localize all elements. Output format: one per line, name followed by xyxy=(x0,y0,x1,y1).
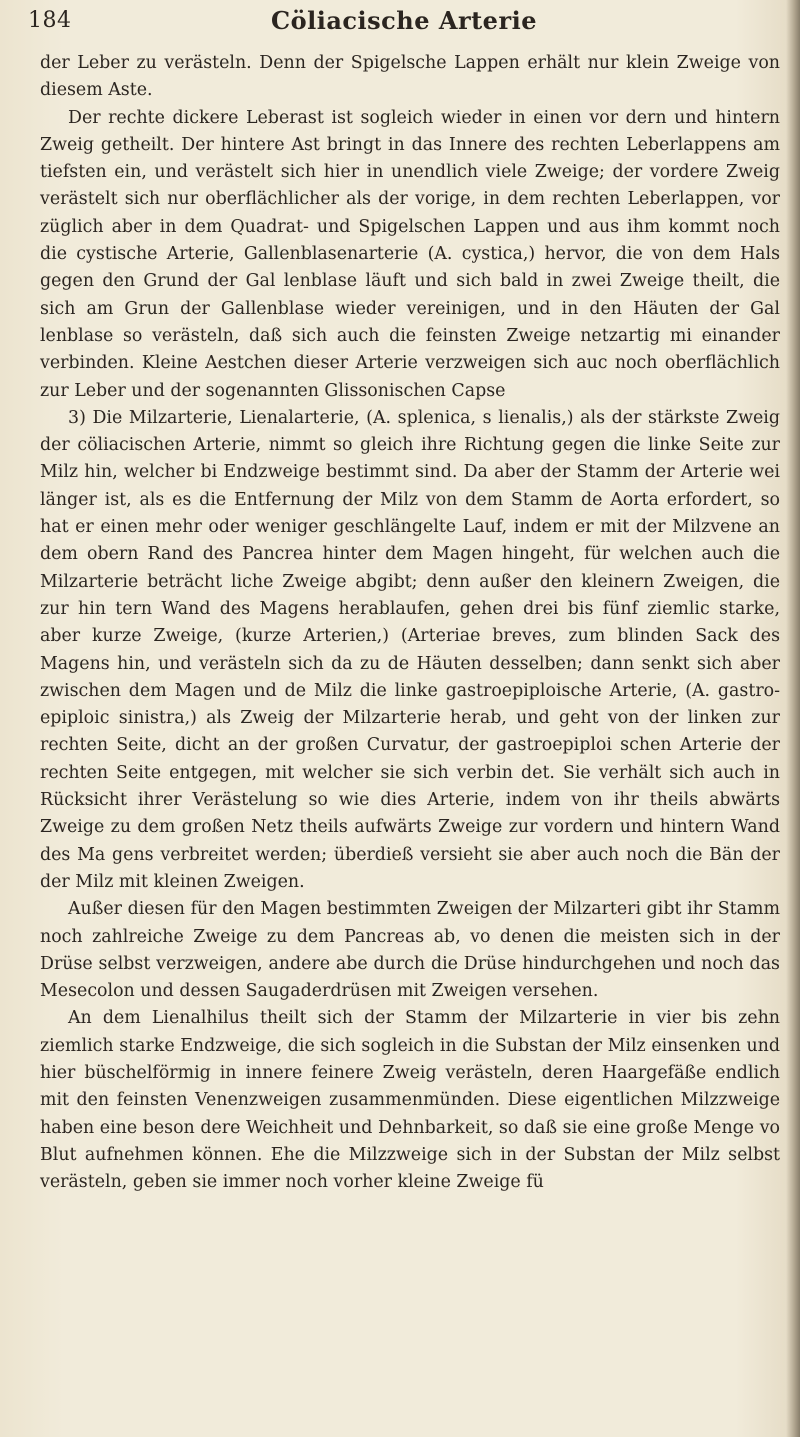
body-text xyxy=(40,50,780,1196)
page-header xyxy=(28,2,780,36)
paragraph-5: An dem Lienalhilus theilt sich der Stamm der Milzarterie in vier bis zehn ziemlich starke Endzweige, die sich sogleich in die Substan der Milz einsenken und hier büschelförmig in innere feinere Zweig verästeln, deren Haargefäße endlich mit den feinsten Venenzweigen zusammenmünden. Diese eigentlichen Milzzweige haben eine beson dere Weichheit und Dehnbarkeit, so daß sie eine große Menge vo Blut aufnehmen können. Ehe die Milzzweige sich in der Substan der Milz selbst verästeln, geben sie immer noch vorher kleine Zweige fü xyxy=(40,1008,780,1193)
paragraph-3: 3) Die Milzarterie, Lienalarterie, (A. splenica, s lienalis,) als der stärkste Zweig der cöliacischen Arterie, nimmt so gleich ihre Richtung gegen die linke Seite zur Milz hin, welcher bi Endzweige bestimmt sind. Da aber der Stamm der Arterie wei länger ist, als es die Entfernung der Milz von dem Stamm de Aorta erfordert, so hat er einen mehr oder weniger geschlängelte Lauf, indem er mit der Milzvene an dem obern Rand des Pancrea hinter dem Magen hingeht, für welchen auch die Milzarterie beträcht liche Zweige abgibt; denn außer den kleinern Zweigen, die zur hin tern Wand des Magens herablaufen, gehen drei bis fünf ziemlic starke, aber kurze Zweige, (kurze Arterien,) (Arteriae breves, zum blinden Sack des Magens hin, und verästeln sich da zu de Häuten desselben; dann senkt sich aber zwischen dem Magen und de Milz die linke gastroepiploische Arterie, (A. gastro-epiploic sinistra,) als Zweig der Milzarterie herab, und geht von der linken zur rechten Seite, dicht an der großen Curvatur, der gastroepiploi schen Arterie der rechten Seite entgegen, mit welcher sie sich verbin det. Sie verhält sich auch in Rücksicht ihrer Verästelung so wie dies Arterie, indem von ihr theils abwärts Zweige zu dem großen Netz theils aufwärts Zweige zur vordern und hintern Wand des Ma gens verbreitet werden; überdieß versieht sie aber auch noch die Bän der der Milz mit kleinen Zweigen. xyxy=(40,407,780,892)
paragraph-4: Außer diesen für den Magen bestimmten Zweigen der Milzarteri gibt ihr Stamm noch zahlreiche Zweige zu dem Pancreas ab, vo denen die meisten sich in der Drüse selbst verzweigen, andere abe durch die Drüse hindurchgehen und noch das Mesecolon und dessen Saugaderdrüsen mit Zweigen versehen. xyxy=(40,899,780,1002)
page-number: 184 xyxy=(28,8,72,33)
running-title: Cöliacische Arterie xyxy=(271,6,537,35)
page-edge-shadow xyxy=(786,0,800,1437)
paragraph-1: der Leber zu verästeln. Denn der Spigelsche Lappen erhält nur klein Zweige von diesem Aste. xyxy=(40,53,780,101)
paragraph-2: Der rechte dickere Leberast ist sogleich wieder in einen vor dern und hintern Zweig getheilt. Der hintere Ast bringt in das Innere des rechten Leberlappens am tiefsten ein, und verästelt sich hier in unendlich viele Zweige; der vordere Zweig verästelt sich nur oberflächlicher als der vorige, in dem rechten Leberlappen, vor züglich aber in dem Quadrat- und Spigelschen Lappen und aus ihm kommt noch die cystische Arterie, Gallenblasenarterie (A. cystica,) hervor, die von dem Hals gegen den Grund der Gal lenblase läuft und sich bald in zwei Zweige theilt, die sich am Grun der Gallenblase wieder vereinigen, und in den Häuten der Gal lenblase so verästeln, daß sich auch die feinsten Zweige netzartig mi einander verbinden. Kleine Aestchen dieser Arterie verzweigen sich auc noch oberflächlich zur Leber und der sogenannten Glissonischen Capse xyxy=(40,107,780,401)
